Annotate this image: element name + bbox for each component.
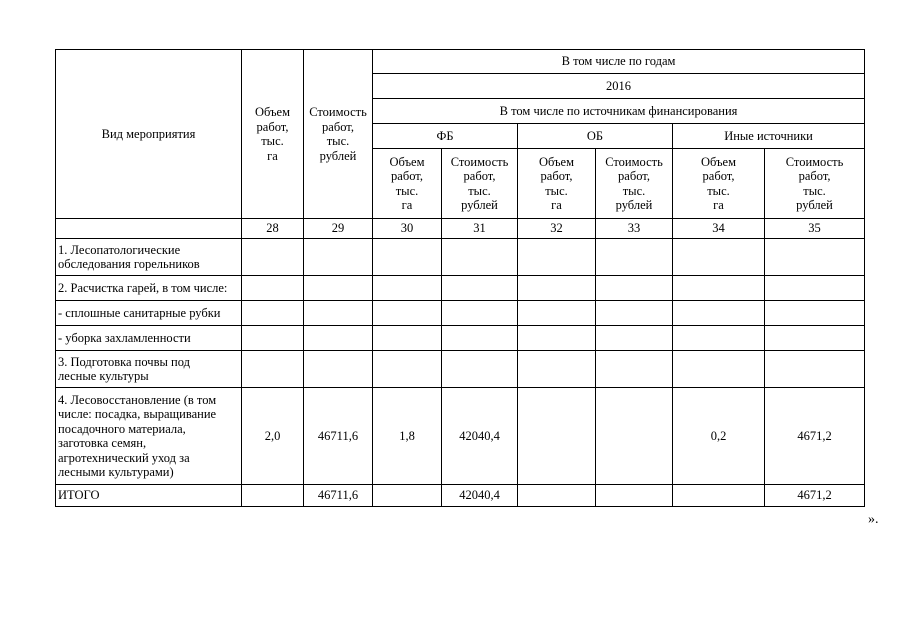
table-row (56, 301, 865, 326)
table-cell (518, 276, 596, 301)
header-source-other: Иные источники (673, 124, 865, 149)
table-cell (765, 351, 865, 388)
table-cell (673, 485, 765, 507)
table-cell (304, 351, 373, 388)
table-cell (673, 276, 765, 301)
table-cell (518, 239, 596, 276)
table-cell (596, 276, 673, 301)
table-cell (518, 388, 596, 485)
column-number: 30 (373, 219, 442, 239)
table-cell (373, 326, 442, 351)
table-row (56, 239, 865, 276)
table-cell (673, 326, 765, 351)
table-cell (518, 485, 596, 507)
table-cell (673, 351, 765, 388)
table-cell (304, 276, 373, 301)
total-row (56, 485, 865, 507)
column-number-blank (56, 219, 242, 239)
table-cell (304, 301, 373, 326)
table-cell (442, 276, 518, 301)
header-other-volume: Объем работ, тыс. га (673, 149, 765, 219)
financing-table (55, 49, 865, 507)
table-cell (373, 276, 442, 301)
column-number: 31 (442, 219, 518, 239)
table-cell: 46711,6 (304, 388, 373, 485)
table-cell: 4671,2 (765, 388, 865, 485)
table-cell (596, 351, 673, 388)
table-cell (518, 301, 596, 326)
table-cell (442, 326, 518, 351)
header-fb-cost: Стоимость работ, тыс. рублей (442, 149, 518, 219)
table-cell (518, 326, 596, 351)
table-cell (596, 485, 673, 507)
header-by-sources: В том числе по источникам финансирования (373, 99, 865, 124)
header-source-ob: ОБ (518, 124, 673, 149)
table-cell (242, 351, 304, 388)
closing-quote-mark: ». (868, 512, 879, 527)
table-cell (442, 239, 518, 276)
column-number: 28 (242, 219, 304, 239)
header-ob-cost: Стоимость работ, тыс. рублей (596, 149, 673, 219)
column-numbers-row (56, 219, 865, 239)
table-cell: 42040,4 (442, 485, 518, 507)
row-label: 4. Лесовосстановление (в том числе: посадка, выращивание посадочного материала, заготовка семян, агротехнический уход за лесными культурами) (56, 388, 242, 485)
table-cell (373, 239, 442, 276)
table-cell (673, 301, 765, 326)
row-label: - уборка захламленности (56, 326, 242, 351)
table-row (56, 326, 865, 351)
row-label: 1. Лесопатологические обследования горельников (56, 239, 242, 276)
table-cell (242, 485, 304, 507)
table-cell (596, 239, 673, 276)
header-cost-main: Стоимость работ, тыс. рублей (304, 50, 373, 219)
table-row (56, 276, 865, 301)
table-cell (242, 276, 304, 301)
column-number: 35 (765, 219, 865, 239)
table-cell (765, 239, 865, 276)
header-volume-main: Объем работ, тыс. га (242, 50, 304, 219)
table-cell: 1,8 (373, 388, 442, 485)
table-cell (242, 239, 304, 276)
table-cell: 42040,4 (442, 388, 518, 485)
table-cell (373, 351, 442, 388)
table-cell (373, 301, 442, 326)
table-row (56, 388, 865, 485)
header-by-years: В том числе по годам (373, 50, 865, 74)
row-label: 3. Подготовка почвы под лесные культуры (56, 351, 242, 388)
table-cell: 0,2 (673, 388, 765, 485)
column-number: 29 (304, 219, 373, 239)
table-cell (765, 326, 865, 351)
header-activity-type: Вид мероприятия (56, 50, 242, 219)
table-cell (304, 326, 373, 351)
table-cell (442, 351, 518, 388)
table-cell (373, 485, 442, 507)
row-label: 2. Расчистка гарей, в том числе: (56, 276, 242, 301)
header-source-fb: ФБ (373, 124, 518, 149)
row-label: - сплошные санитарные рубки (56, 301, 242, 326)
table-cell (242, 326, 304, 351)
table-cell (673, 239, 765, 276)
table-cell (596, 301, 673, 326)
table-cell (596, 388, 673, 485)
table-cell: 4671,2 (765, 485, 865, 507)
table-cell: 2,0 (242, 388, 304, 485)
table-row (56, 351, 865, 388)
header-year: 2016 (373, 74, 865, 99)
header-ob-volume: Объем работ, тыс. га (518, 149, 596, 219)
table-cell (765, 276, 865, 301)
table-cell (304, 239, 373, 276)
table-cell: 46711,6 (304, 485, 373, 507)
table-cell (242, 301, 304, 326)
row-label: ИТОГО (56, 485, 242, 507)
table-cell (442, 301, 518, 326)
column-number: 34 (673, 219, 765, 239)
header-other-cost: Стоимость работ, тыс. рублей (765, 149, 865, 219)
header-fb-volume: Объем работ, тыс. га (373, 149, 442, 219)
table-cell (596, 326, 673, 351)
column-number: 33 (596, 219, 673, 239)
column-number: 32 (518, 219, 596, 239)
table-cell (765, 301, 865, 326)
table-cell (518, 351, 596, 388)
